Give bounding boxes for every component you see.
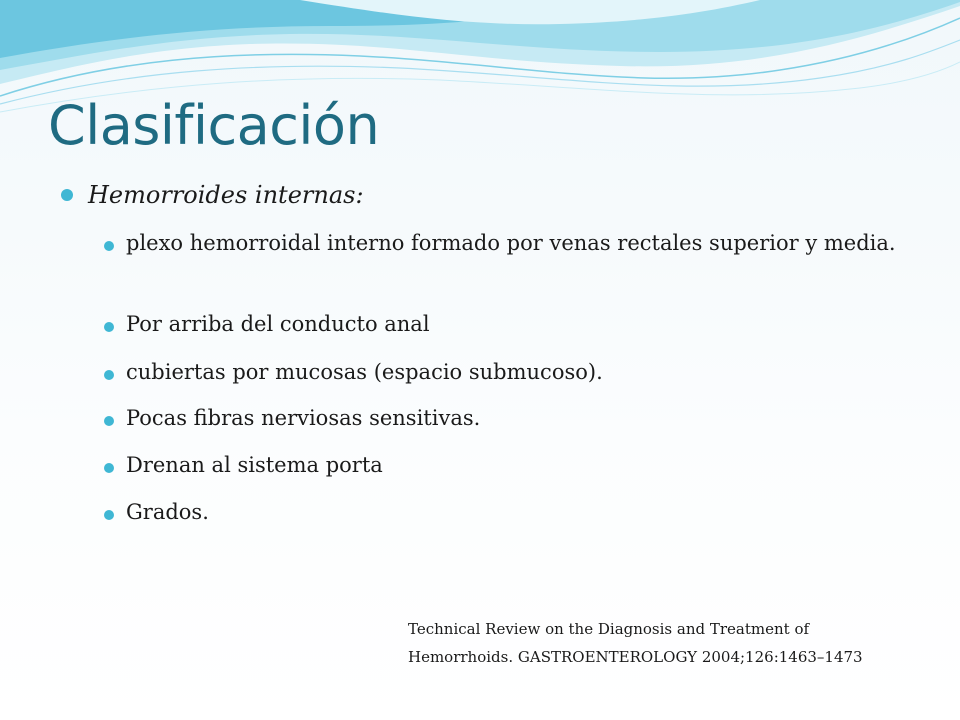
- sub-bullet-icon: [104, 463, 114, 473]
- bullet-icon: [61, 189, 73, 201]
- sub-bullet-icon: [104, 510, 114, 520]
- slide-title: Clasificación: [48, 94, 380, 157]
- sub-bullet-text: plexo hemorroidal interno formado por venas rectales superior y media.: [126, 231, 896, 255]
- sub-bullet-text: Por arriba del conducto anal: [126, 312, 430, 336]
- sub-bullet-text: Grados.: [126, 500, 209, 524]
- citation-text: Technical Review on the Diagnosis and Treatment of Hemorrhoids. GASTROENTEROLOGY 2004;126:1463–1473: [408, 620, 863, 666]
- main-bullet-text: Hemorroides internas:: [88, 181, 364, 209]
- sub-bullet-text: Drenan al sistema porta: [126, 453, 383, 477]
- sub-bullet-icon: [104, 322, 114, 332]
- sub-bullet-text: cubiertas por mucosas (espacio submucoso).: [126, 360, 603, 384]
- sub-bullet-icon: [104, 370, 114, 380]
- sub-bullet-icon: [104, 241, 114, 251]
- sub-bullet-icon: [104, 416, 114, 426]
- sub-bullet-text: Pocas fibras nerviosas sensitivas.: [126, 406, 481, 430]
